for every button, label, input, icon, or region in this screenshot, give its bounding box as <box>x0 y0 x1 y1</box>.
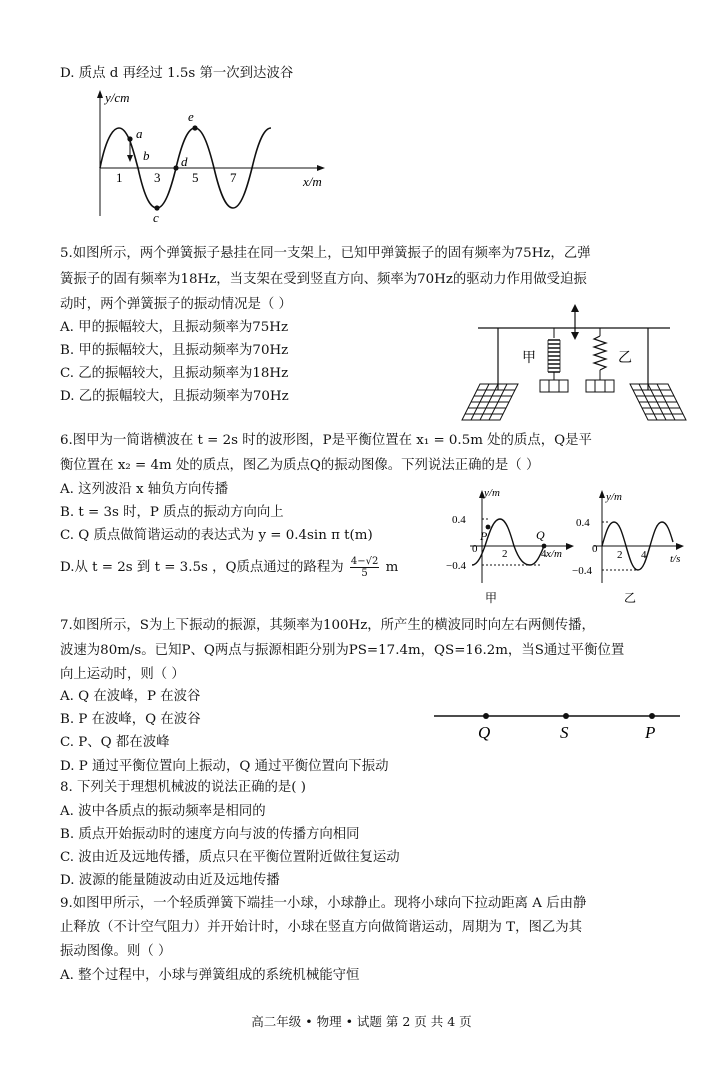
q7-option-a: A. Q 在波峰，P 在波谷 <box>60 689 201 704</box>
q6-caption-jia: 甲 <box>485 591 498 605</box>
q8-stem: 8. 下列关于理想机械波的说法正确的是( ) <box>60 780 306 795</box>
q6-jia-y-neg: −0.4 <box>446 560 466 572</box>
q5-option-b: B. 甲的振幅较大，且振动频率为70Hz <box>60 343 289 358</box>
q6-jia-x-label: x/m <box>546 548 562 560</box>
q6-yi-tick-2: 2 <box>617 549 623 561</box>
spring-label-jia: 甲 <box>522 351 536 366</box>
wave-figure-q4 <box>85 88 345 223</box>
q6-yi-origin: 0 <box>592 543 598 555</box>
q6-jia-tick-2: 2 <box>502 548 508 560</box>
q8-option-b: B. 质点开始振动时的速度方向与波的传播方向相同 <box>60 827 360 842</box>
line-figure-q7 <box>430 706 685 744</box>
q7-point-p: P <box>645 723 656 742</box>
q6-option-a: A. 这列波沿 x 轴负方向传播 <box>60 482 229 497</box>
q4-point-c: c <box>153 210 159 223</box>
q6-yi-y-neg: −0.4 <box>572 565 592 577</box>
q7-option-b: B. P 在波峰，Q 在波谷 <box>60 712 201 727</box>
wave-figure-q6-jia <box>440 488 580 606</box>
q6-option-c: C. Q 质点做简谐运动的表达式为 y = 0.4sin π t(m) <box>60 528 373 543</box>
q9-line-3: 振动图像。则（ ） <box>60 944 172 959</box>
q6-fraction-den: 5 <box>361 568 368 579</box>
q4-tick-7: 7 <box>230 170 237 185</box>
q6-option-d-text: D.从 t = 2s 到 t = 3.5s ，Q质点通过的路程为 <box>60 560 344 575</box>
q6-line-2: 衡位置在 x₂ = 4m 处的质点，图乙为质点Q的振动图像。下列说法正确的是（ ） <box>60 458 540 473</box>
q8-option-a: A. 波中各质点的振动频率是相同的 <box>60 804 266 819</box>
q9-line-2: 止释放（不计空气阻力）并开始计时，小球在竖直方向做简谐运动，周期为 T，图乙为其 <box>60 920 583 935</box>
q9-line-1: 9.如图甲所示，一个轻质弹簧下端挂一小球，小球静止。现将小球向下拉动距离 A 后由静 <box>60 896 587 911</box>
q6-caption-yi: 乙 <box>624 591 637 605</box>
q4-tick-5: 5 <box>192 170 199 185</box>
q6-point-q: Q <box>536 528 545 542</box>
q7-line-1: 7.如图所示，S为上下振动的振源，其频率为100Hz，所产生的横波同时向左右两侧传播， <box>60 618 595 633</box>
q7-line-2: 波速为80m/s。已知P、Q两点与振源相距分别为PS=17.4m，QS=16.2m，当S通过平衡位置 <box>60 643 625 658</box>
q5-line-2: 簧振子的固有频率为18Hz，当支架在受到竖直方向、频率为70Hz的驱动力作用做受迫振 <box>60 272 587 287</box>
q7-point-s: S <box>560 723 569 742</box>
q6-option-d <box>60 556 398 579</box>
q6-jia-origin: 0 <box>472 543 478 555</box>
page-footer: 高二年级 • 物理 • 试题 第 2 页 共 4 页 <box>251 1014 472 1029</box>
q7-option-d: D. P 通过平衡位置向上振动，Q 通过平衡位置向下振动 <box>60 759 389 774</box>
q4-tick-1: 1 <box>116 170 123 185</box>
q4-tick-3: 3 <box>154 170 161 185</box>
q6-yi-y-pos: 0.4 <box>576 517 590 529</box>
q4-point-d: d <box>181 154 188 169</box>
q9-option-a: A. 整个过程中，小球与弹簧组成的系统机械能守恒 <box>60 968 360 983</box>
q7-line-3: 向上运动时，则（ ） <box>60 667 185 682</box>
q6-unit: m <box>385 560 399 575</box>
q6-jia-y-pos: 0.4 <box>452 514 466 526</box>
q6-fraction <box>350 556 379 579</box>
q7-option-c: C. P、Q 都在波峰 <box>60 735 170 750</box>
q6-line-1: 6.图甲为一简谐横波在 t = 2s 时的波形图，P是平衡位置在 x₁ = 0.5m 处的质点，Q是平 <box>60 433 592 448</box>
q5-option-a: A. 甲的振幅较大，且振动频率为75Hz <box>60 320 289 335</box>
q6-yi-tick-4: 4 <box>641 549 647 561</box>
q7-point-q: Q <box>478 723 491 742</box>
q5-option-c: C. 乙的振幅较大，且振动频率为18Hz <box>60 366 289 381</box>
q6-fraction-num: 4−√2 <box>350 556 379 567</box>
q4-y-axis-label: y/cm <box>105 90 130 105</box>
q6-jia-tick-4: 4 <box>541 548 547 560</box>
q6-yi-y-label: y/m <box>606 491 622 503</box>
q5-line-1: 5.如图所示，两个弹簧振子悬挂在同一支架上，已知甲弹簧振子的固有频率为75Hz，乙弹 <box>60 246 591 261</box>
q6-yi-t-label: t/s <box>670 553 681 565</box>
q4-x-axis-label: x/m <box>303 174 322 189</box>
q4-point-a: a <box>136 126 143 141</box>
q8-option-c: C. 波由近及远地传播，质点只在平衡位置附近做往复运动 <box>60 850 400 865</box>
vibration-figure-q6-yi <box>572 488 692 606</box>
q5-option-d: D. 乙的振幅较大，且振动频率为70Hz <box>60 389 289 404</box>
q4-point-e: e <box>188 109 194 124</box>
q5-line-3: 动时，两个弹簧振子的振动情况是（ ） <box>60 297 292 312</box>
q8-option-d: D. 波源的能量随波动由近及远地传播 <box>60 873 280 888</box>
q6-point-p: P <box>480 529 488 543</box>
spring-label-yi: 乙 <box>618 351 632 366</box>
q4-option-d: D. 质点 d 再经过 1.5s 第一次到达波谷 <box>60 66 294 81</box>
spring-figure-q5 <box>460 300 690 425</box>
q6-jia-y-label: y/m <box>484 488 500 499</box>
q4-point-b: b <box>143 148 150 163</box>
q6-option-b: B. t = 3s 时，P 质点的振动方向向上 <box>60 505 284 520</box>
